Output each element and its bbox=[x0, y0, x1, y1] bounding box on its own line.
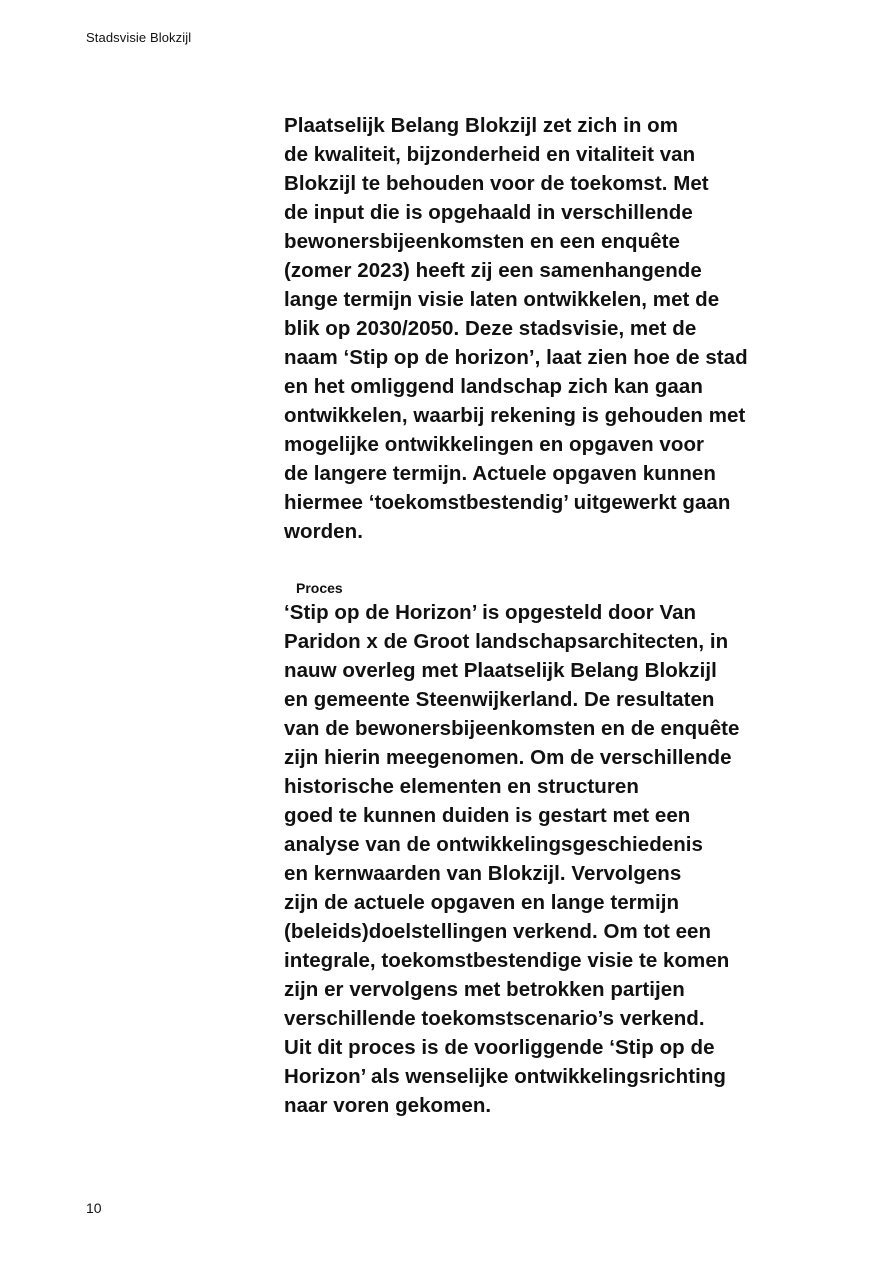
proces-line: Paridon x de Groot landschapsarchitecten, in bbox=[284, 630, 729, 653]
proces-line: en kernwaarden van Blokzijl. Vervolgens bbox=[284, 862, 682, 885]
intro-line: de kwaliteit, bijzonderheid en vitaliteit van bbox=[284, 143, 696, 166]
proces-line: historische elementen en structuren bbox=[284, 775, 639, 798]
proces-line: Uit dit proces is de voorliggende ‘Stip op de bbox=[284, 1036, 715, 1059]
intro-line: Plaatselijk Belang Blokzijl zet zich in om bbox=[284, 114, 678, 137]
intro-line: hiermee ‘toekomstbestendig’ uitgewerkt gaan bbox=[284, 491, 731, 514]
proces-line: en gemeente Steenwijkerland. De resultaten bbox=[284, 688, 715, 711]
proces-line: zijn hierin meegenomen. Om de verschillende bbox=[284, 746, 732, 769]
proces-line: goed te kunnen duiden is gestart met een bbox=[284, 804, 691, 827]
proces-paragraph bbox=[284, 598, 844, 1120]
proces-line: (beleids)doelstellingen verkend. Om tot een bbox=[284, 920, 712, 943]
proces-line: ‘Stip op de Horizon’ is opgesteld door Van bbox=[284, 601, 697, 624]
proces-line: zijn er vervolgens met betrokken partijen bbox=[284, 978, 685, 1001]
proces-line: naar voren gekomen. bbox=[284, 1094, 492, 1117]
intro-line: ontwikkelen, waarbij rekening is gehouden met bbox=[284, 404, 746, 427]
intro-line: en het omliggend landschap zich kan gaan bbox=[284, 375, 703, 398]
proces-line: verschillende toekomstscenario’s verkend. bbox=[284, 1007, 705, 1030]
intro-line: blik op 2030/2050. Deze stadsvisie, met de bbox=[284, 317, 697, 340]
proces-line: nauw overleg met Plaatselijk Belang Blokzijl bbox=[284, 659, 717, 682]
intro-line: lange termijn visie laten ontwikkelen, met de bbox=[284, 288, 720, 311]
page-number: 10 bbox=[86, 1200, 102, 1216]
document-title: Stadsvisie Blokzijl bbox=[86, 30, 192, 45]
intro-line: mogelijke ontwikkelingen en opgaven voor bbox=[284, 433, 705, 456]
intro-line: de input die is opgehaald in verschillende bbox=[284, 201, 693, 224]
proces-line: integrale, toekomstbestendige visie te komen bbox=[284, 949, 730, 972]
intro-line: bewonersbijeenkomsten en een enquête bbox=[284, 230, 680, 253]
intro-line: de langere termijn. Actuele opgaven kunnen bbox=[284, 462, 716, 485]
intro-line: naam ‘Stip op de horizon’, laat zien hoe de stad bbox=[284, 346, 748, 369]
intro-line: (zomer 2023) heeft zij een samenhangende bbox=[284, 259, 702, 282]
intro-line: Blokzijl te behouden voor de toekomst. Met bbox=[284, 172, 709, 195]
intro-paragraph bbox=[284, 111, 844, 546]
section-heading-proces: Proces bbox=[296, 580, 343, 596]
proces-line: zijn de actuele opgaven en lange termijn bbox=[284, 891, 680, 914]
intro-line: worden. bbox=[284, 520, 363, 543]
proces-line: analyse van de ontwikkelingsgeschiedenis bbox=[284, 833, 703, 856]
proces-line: Horizon’ als wenselijke ontwikkelingsrichting bbox=[284, 1065, 726, 1088]
proces-line: van de bewonersbijeenkomsten en de enquête bbox=[284, 717, 740, 740]
